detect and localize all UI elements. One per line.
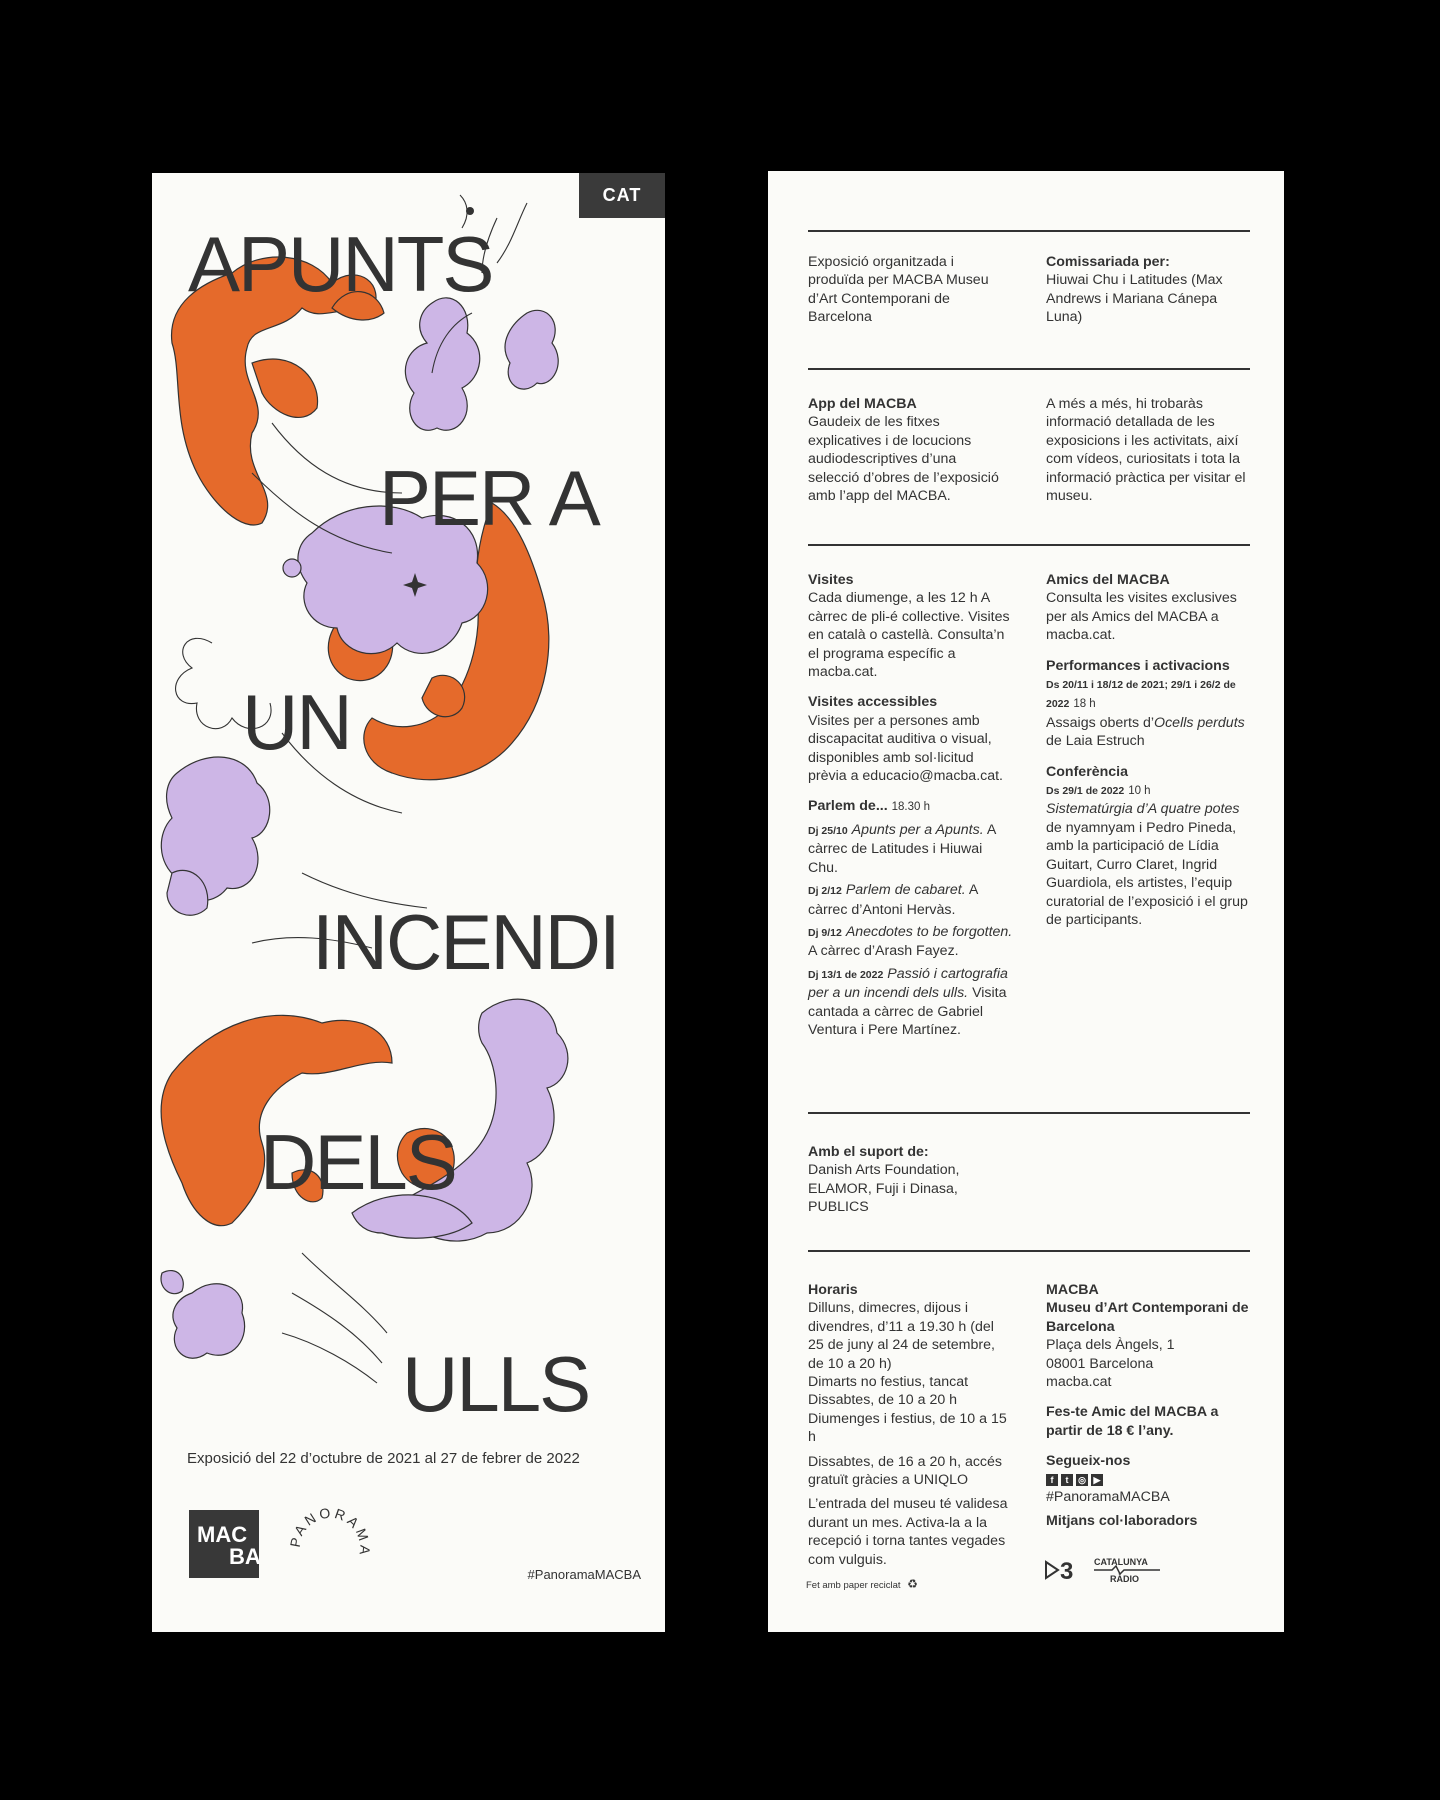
perf-time: 18 h — [1073, 698, 1096, 711]
app-section — [808, 395, 1008, 505]
follow-title: Segueix-nos — [1046, 1453, 1131, 1470]
language-badge[interactable]: CAT — [579, 173, 665, 218]
divider — [808, 1112, 1250, 1114]
tv3-logo-text: 3 — [1060, 1558, 1074, 1585]
conf-time: 10 h — [1128, 785, 1151, 798]
hours-line: Dilluns, dimecres, dijous i divendres, d’11 a 19.30 h (del 25 de juny al 24 de setembre, de 10 a 20 h) — [808, 1300, 995, 1372]
curated-title: Comissariada per: — [1046, 254, 1170, 270]
friends-text: Consulta les visites exclusives per als Amics del MACBA a macba.cat. — [1046, 590, 1237, 644]
title-word-2: PER A — [379, 454, 599, 542]
youtube-icon[interactable]: ▶ — [1091, 1474, 1103, 1486]
perf-text — [1046, 714, 1256, 751]
hours-section — [808, 1281, 1013, 1569]
title-word-1: APUNTS — [188, 220, 493, 308]
parlem-item-title: Apunts per a Apunts. — [851, 821, 984, 838]
parlem-title: Parlem de... — [808, 798, 888, 815]
divider — [808, 1250, 1250, 1252]
title-word-3: UN — [242, 678, 351, 766]
recycled-text: Fet amb paper reciclat — [806, 1580, 901, 1591]
address-line-2: 08001 Barcelona — [1046, 1355, 1154, 1372]
media-title: Mitjans col·laboradors — [1046, 1513, 1198, 1530]
perf-title: Performances i activacions — [1046, 657, 1230, 674]
facebook-icon[interactable]: f — [1046, 1474, 1058, 1486]
parlem-item — [808, 923, 1013, 961]
organized-text: Exposició organitzada i produïda per MACBA Museu d’Art Contemporani de Barcelona — [808, 254, 989, 326]
catalunya-radio-logo — [1094, 1557, 1160, 1584]
accessible-text: Visites per a persones amb discapacitat auditiva o visual, disponibles amb sol·licitud prèvia a educacio@macba.cat. — [808, 712, 1004, 785]
catradio-text-2: RÀDIO — [1110, 1574, 1139, 1584]
front-panel — [152, 173, 665, 1632]
macba-logo-line1: MAC — [197, 1522, 248, 1547]
address-line-1: Plaça dels Àngels, 1 — [1046, 1337, 1175, 1354]
parlem-item — [808, 965, 1013, 1040]
hours-validity: L’entrada del museu té validesa durant un mes. Activa-la a la recepció i torna tantes vegades com vulguis. — [808, 1496, 1008, 1568]
panorama-logo — [285, 1503, 375, 1593]
app-text: Gaudeix de les fitxes explicatives i de locucions audiodescriptives d’una selecció d’obres de l’exposició amb l’app del MACBA. — [808, 414, 999, 505]
recycled-paper-note — [806, 1577, 918, 1591]
back-hashtag[interactable]: #PanoramaMACBA — [1046, 1488, 1170, 1505]
website-link[interactable]: macba.cat — [1046, 1374, 1112, 1391]
macba-logo — [189, 1510, 259, 1578]
back-panel — [768, 171, 1284, 1632]
parlem-item-text: A càrrec d’Antoni Hervàs. — [808, 882, 978, 918]
divider — [808, 368, 1250, 370]
curated-by — [1046, 253, 1236, 327]
parlem-item — [808, 881, 1013, 919]
parlem-date: Dj 25/10 — [808, 824, 848, 837]
hours-line: Dissabtes, de 10 a 20 h — [808, 1392, 958, 1409]
perf-text-pre: Assaigs oberts d’ — [1046, 714, 1155, 731]
friends-title: Amics del MACBA — [1046, 572, 1170, 588]
hours-line: Diumenges i festius, de 10 a 15 h — [808, 1410, 1007, 1446]
app-more-text: A més a més, hi trobaràs informació detallada de les exposicions i les activitats, així com vídeos, curiositats i tota la informació pràctica per visitar el museu. — [1046, 396, 1246, 505]
conf-text-rest: de nyamnyam i Pedro Pineda, amb la participació de Lídia Guitart, Curro Claret, Ingrid Guardiola, els artistes, l’equip curatorial de l’exposició i el grup de participants. — [1046, 819, 1248, 928]
museum-full: Museu d’Art Contemporani de Barcelona — [1046, 1300, 1249, 1335]
conf-date: Ds 29/1 de 2022 — [1046, 785, 1125, 798]
orange-flames — [161, 257, 549, 1226]
parlem-heading — [808, 797, 1013, 816]
svg-text:PANORAMA — [287, 1504, 374, 1558]
hours-title: Horaris — [808, 1282, 858, 1298]
panorama-logo-text: PANORAMA — [286, 1504, 374, 1559]
parlem-item-title: Passió i cartografia per a un incendi dels ulls. — [808, 965, 1008, 1002]
parlem-date: Dj 13/1 de 2022 — [808, 968, 884, 981]
support-section — [808, 1143, 998, 1217]
catradio-text-1: CATALUNYA — [1094, 1557, 1148, 1567]
parlem-item — [808, 821, 1013, 877]
social-icons — [1046, 1474, 1251, 1486]
parlem-date: Dj 9/12 — [808, 926, 842, 939]
hours-free: Dissabtes, de 16 a 20 h, accés gratuït gràcies a UNIQLO — [808, 1453, 1003, 1489]
app-more-section — [1046, 395, 1251, 505]
perf-dates-line — [1046, 675, 1256, 714]
exhibition-dates: Exposició del 22 d’octubre de 2021 al 27 de febrer de 2022 — [187, 1450, 580, 1467]
support-text: Danish Arts Foundation, ELAMOR, Fuji i Dinasa, PUBLICS — [808, 1162, 960, 1216]
parlem-time: 18.30 h — [891, 801, 930, 814]
visits-column — [808, 571, 1013, 1039]
parlem-date: Dj 2/12 — [808, 885, 842, 898]
conf-date-line — [1046, 781, 1256, 800]
perf-text-post: de Laia Estruch — [1046, 733, 1145, 750]
perf-dates: Ds 20/11 i 18/12 de 2021; 29/1 i 26/2 de 2022 — [1046, 679, 1236, 711]
parlem-item-text: A càrrec d’Arash Fayez. — [808, 943, 959, 960]
museum-info — [1046, 1281, 1251, 1530]
visits-title: Visites — [808, 572, 854, 588]
parlem-item-title: Anecdotes to be forgotten. — [845, 923, 1013, 940]
front-hashtag[interactable]: #PanoramaMACBA — [527, 1567, 641, 1582]
parlem-item-text: Visita cantada a càrrec de Gabriel Ventura i Pere Martínez. — [808, 985, 1007, 1038]
macba-logo-line2: BA — [229, 1544, 261, 1569]
instagram-icon[interactable]: ◎ — [1076, 1474, 1088, 1486]
title-word-5: DELS — [260, 1118, 456, 1206]
visits-text: Cada diumenge, a les 12 h A càrrec de pli-é collective. Visites en català o castellà. Consulta’n el programa específic a macba.cat. — [808, 590, 1010, 681]
app-title: App del MACBA — [808, 396, 917, 412]
divider — [808, 544, 1250, 546]
membership-text: Fes-te Amic del MACBA a partir de 18 € l’any. — [1046, 1404, 1219, 1439]
recycle-icon: ♻ — [907, 1577, 918, 1591]
activities-column — [1046, 571, 1256, 929]
title-word-4: INCENDI — [312, 898, 619, 986]
support-title: Amb el suport de: — [808, 1144, 929, 1160]
hours-line: Dimarts no festius, tancat — [808, 1374, 969, 1391]
conf-text-italic: Sistematúrgia d’A quatre potes — [1046, 801, 1240, 818]
museum-name: MACBA — [1046, 1282, 1099, 1298]
conf-title: Conferència — [1046, 763, 1128, 780]
twitter-icon[interactable]: t — [1061, 1474, 1073, 1486]
perf-text-italic: Ocells perduts — [1154, 714, 1245, 731]
divider — [808, 230, 1250, 232]
media-partner-logos — [1044, 1554, 1244, 1586]
parlem-item-text: A càrrec de Latitudes i Hiuwai Chu. — [808, 821, 996, 876]
tv3-logo — [1046, 1558, 1073, 1585]
conf-text — [1046, 800, 1256, 929]
organized-by — [808, 253, 998, 327]
title-word-6: ULLS — [402, 1340, 590, 1428]
accessible-title: Visites accessibles — [808, 694, 938, 711]
parlem-item-title: Parlem de cabaret. — [845, 882, 966, 899]
curated-text: Hiuwai Chu i Latitudes (Max Andrews i Mariana Cánepa Luna) — [1046, 272, 1223, 326]
